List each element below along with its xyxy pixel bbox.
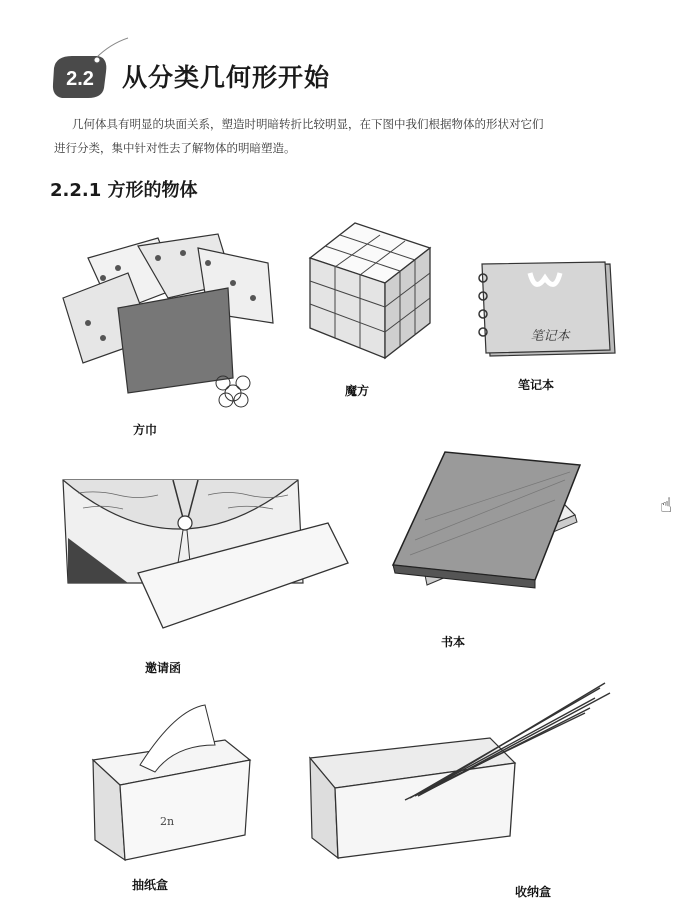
caption-invitation: 邀请函 bbox=[145, 661, 182, 675]
caption-notebook: 笔记本 bbox=[518, 378, 555, 392]
section-number: 2.2 bbox=[66, 68, 94, 90]
notebook-sketch bbox=[470, 258, 620, 363]
rubiks-cube-sketch bbox=[300, 218, 440, 368]
caption-handkerchief: 方巾 bbox=[133, 423, 158, 437]
storage-box-sketch bbox=[300, 678, 625, 863]
section-badge bbox=[50, 52, 110, 102]
notebook-cover-text: 笔记本 bbox=[530, 329, 570, 344]
intro-line-2: 进行分类，集中针对性去了解物体的明暗塑造。 bbox=[54, 141, 296, 155]
tissue-box-sketch bbox=[85, 700, 260, 870]
subsection-title: 2.2.1 方形的物体 bbox=[50, 180, 198, 201]
caption-rubiks-cube: 魔方 bbox=[345, 384, 370, 398]
page-title: 从分类几何形开始 bbox=[122, 63, 331, 92]
caption-storage-box: 收纳盒 bbox=[515, 885, 552, 899]
intro-line-1: 几何体具有明显的块面关系，塑造时明暗转折比较明显，在下图中我们根据物体的形状对它们 bbox=[72, 117, 544, 131]
caption-book: 书本 bbox=[441, 635, 466, 649]
hand-cursor-icon: ☝ bbox=[660, 493, 673, 517]
invitation-sketch bbox=[58, 468, 358, 638]
svg-text:2n: 2n bbox=[160, 815, 175, 828]
book-sketch bbox=[385, 440, 590, 620]
handkerchief-sketch bbox=[58, 228, 283, 413]
intro-paragraph bbox=[54, 112, 632, 160]
caption-tissue-box: 抽纸盒 bbox=[132, 878, 169, 892]
